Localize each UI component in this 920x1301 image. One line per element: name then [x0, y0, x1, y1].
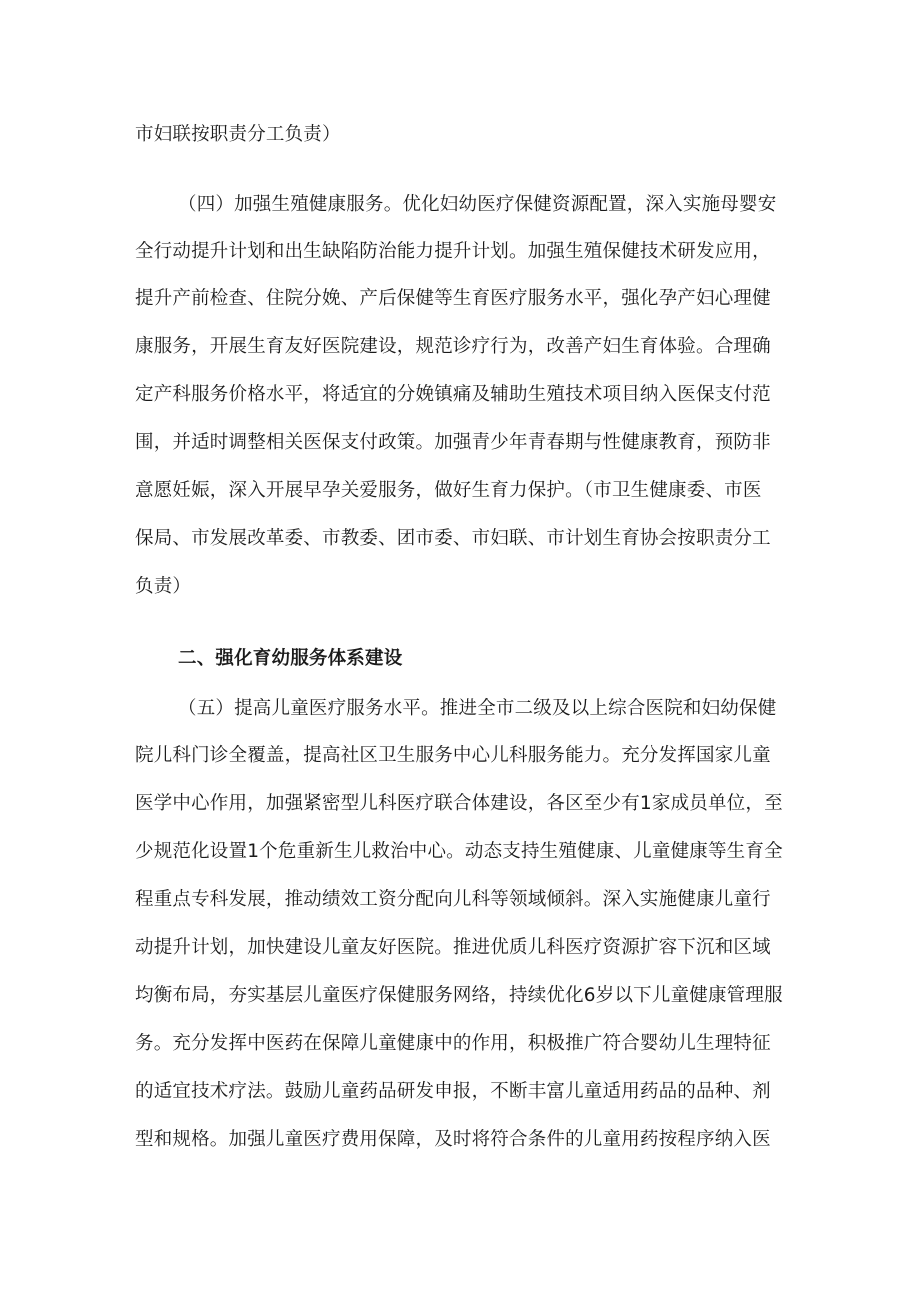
paragraph-5-line: 的适宜技术疗法。鼓励儿童药品研发申报，不断丰富儿童适用药品的品种、剂	[135, 1081, 771, 1102]
paragraph-3-end-line: 市妇联按职责分工负责）	[135, 124, 341, 145]
paragraph-4-line: 康服务，开展生育友好医院建设，规范诊疗行为，改善产妇生育体验。合理确	[135, 336, 771, 357]
paragraph-4-line: 意愿妊娠，深入开展早孕关爱服务，做好生育力保护。（市卫生健康委、市医	[135, 480, 762, 501]
paragraph-5-line: 务。充分发挥中医药在保障儿童健康中的作用，积极推广符合婴幼儿生理特征	[135, 1033, 771, 1054]
paragraph-5-line: 少规范化设置1个危重新生儿救治中心。动态支持生殖健康、儿童健康等生育全	[135, 841, 783, 862]
paragraph-4-line: （四）加强生殖健康服务。优化妇幼医疗保健资源配置，深入实施母婴安	[178, 194, 777, 215]
paragraph-4-line: 提升产前检查、住院分娩、产后保健等生育医疗服务水平，强化孕产妇心理健	[135, 288, 771, 309]
paragraph-5-line: （五）提高儿童医疗服务水平。推进全市二级及以上综合医院和妇幼保健	[178, 698, 777, 719]
paragraph-5-line: 程重点专科发展，推动绩效工资分配向儿科等领域倾斜。深入实施健康儿童行	[135, 889, 771, 910]
paragraph-5-line: 动提升计划，加快建设儿童友好医院。推进优质儿科医疗资源扩容下沉和区域	[135, 937, 771, 958]
paragraph-4-line: 负责）	[135, 576, 192, 597]
paragraph-5-line: 均衡布局，夯实基层儿童医疗保健服务网络，持续优化6岁以下儿童健康管理服	[135, 985, 783, 1006]
paragraph-4-line: 保局、市发展改革委、市教委、团市委、市妇联、市计划生育协会按职责分工	[135, 528, 771, 549]
paragraph-4-line: 围，并适时调整相关医保支付政策。加强青少年青春期与性健康教育，预防非	[135, 432, 771, 453]
paragraph-5-line: 医学中心作用，加强紧密型儿科医疗联合体建设，各区至少有1家成员单位，至	[135, 793, 783, 814]
paragraph-4-line: 全行动提升计划和出生缺陷防治能力提升计划。加强生殖保健技术研发应用，	[135, 241, 771, 262]
paragraph-5-line: 型和规格。加强儿童医疗费用保障，及时将符合条件的儿童用药按程序纳入医	[135, 1129, 771, 1150]
paragraph-5-line: 院儿科门诊全覆盖，提高社区卫生服务中心儿科服务能力。充分发挥国家儿童	[135, 745, 771, 766]
section-heading: 二、强化育幼服务体系建设	[178, 648, 403, 669]
paragraph-4-line: 定产科服务价格水平，将适宜的分娩镇痛及辅助生殖技术项目纳入医保支付范	[135, 384, 771, 405]
